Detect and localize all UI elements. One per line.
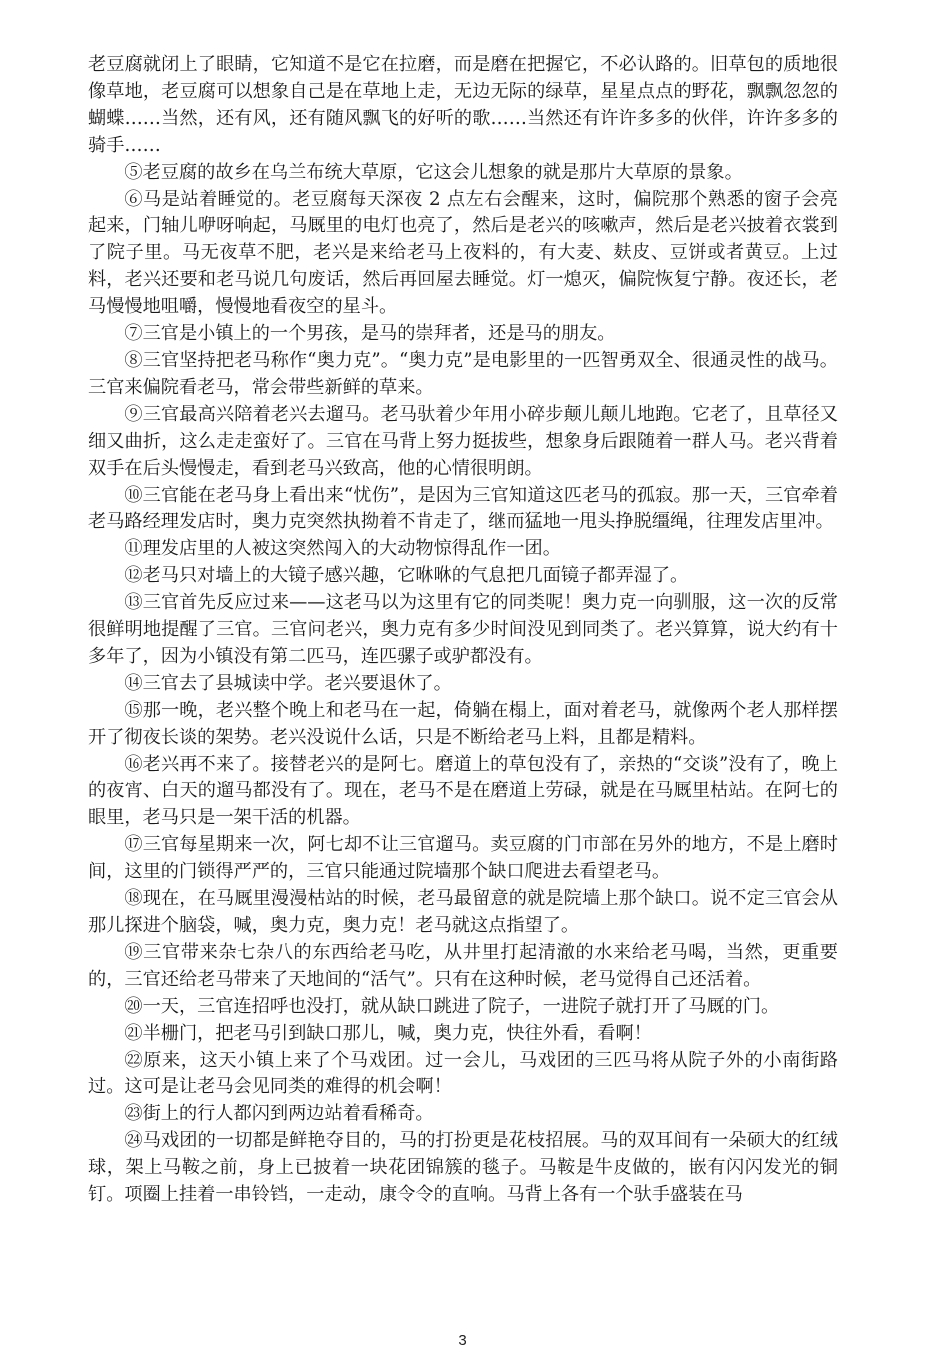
paragraph-15: ⑮那一晚，老兴整个晚上和老马在一起，倚躺在榻上，面对着老马，就像两个老人那样摆开了彻夜长谈的架势。老兴没说什么话，只是不断给老马上料，且都是精料。 <box>88 699 838 748</box>
paragraph-14: ⑭三官去了县城读中学。老兴要退休了。 <box>124 672 452 694</box>
paragraph-13: ⑬三官首先反应过来——这老马以为这里有它的同类呢！奥力克一向驯服，这一次的反常很鲜明地提醒了三官。三官问老兴，奥力克有多少时间没见到同类了。老兴算算，说大约有十多年了，因为小镇没有第二匹马，连匹骡子或驴都没有。 <box>88 592 838 667</box>
paragraph-22: ㉒原来，这天小镇上来了个马戏团。过一会儿，马戏团的三匹马将从院子外的小南街路过。这可是让老马会见同类的难得的机会啊！ <box>88 1049 838 1098</box>
paragraph-20: ⑳一天，三官连招呼也没打，就从缺口跳进了院子，一进院子就打开了马厩的门。 <box>124 995 780 1017</box>
paragraph-18: ⑱现在，在马厩里漫漫枯站的时候，老马最留意的就是院墙上那个缺口。说不定三官会从那儿探进个脑袋，喊，奥力克，奥力克！老马就这点指望了。 <box>88 888 838 936</box>
paragraph-12: ⑫老马只对墙上的大镜子感兴趣，它咻咻的气息把几面镜子都弄湿了。 <box>124 565 689 587</box>
paragraph-5: ⑤老豆腐的故乡在乌兰布统大草原，它这会儿想象的就是那片大草原的景象。 <box>124 161 743 183</box>
paragraph-19: ⑲三官带来杂七杂八的东西给老马吃，从井里打起清澈的水来给老马喝，当然，更重要的，三官还给老马带来了天地间的“活气”。只有在这种时候，老马觉得自己还活着。 <box>88 941 838 990</box>
paragraph-10: ⑩三官能在老马身上看出来“忧伤”，是因为三官知道这匹老马的孤寂。那一天，三官牵着老马路经理发店时，奥力克突然执拗着不肯走了，继而猛地一甩头挣脱缰绳，往理发店里冲。 <box>88 484 838 533</box>
paragraph-11: ⑪理发店里的人被这突然闯入的大动物惊得乱作一团。 <box>124 538 561 560</box>
paragraph-16: ⑯老兴再不来了。接替老兴的是阿七。磨道上的草包没有了，亲热的“交谈”没有了，晚上的夜宵、白天的遛马都没有了。现在，老马不是在磨道上劳碌，就是在马厩里枯站。在阿七的眼里，老马只是一架干活的机器。 <box>88 753 838 829</box>
page-number: 3 <box>458 1332 467 1349</box>
paragraph-7: ⑦三官是小镇上的一个男孩，是马的崇拜者，还是马的朋友。 <box>124 323 616 345</box>
paragraph-9: ⑨三官最高兴陪着老兴去遛马。老马驮着少年用小碎步颠儿颠儿地跑。它老了，且草径又细又曲折，这么走走蛮好了。三官在马背上努力挺拔些，想象身后跟随着一群人马。老兴背着双手在后头慢慢走，看到老马兴致高，他的心情很明朗。 <box>88 403 838 479</box>
paragraph-23: ㉓街上的行人都闪到两边站着看稀奇。 <box>124 1103 434 1125</box>
paragraph-17: ⑰三官每星期来一次，阿七却不让三官遛马。卖豆腐的门市部在另外的地方，不是上磨时间，这里的门锁得严严的，三官只能通过院墙那个缺口爬进去看望老马。 <box>88 834 838 883</box>
article-body <box>88 52 838 1209</box>
paragraph-24: ㉔马戏团的一切都是鲜艳夺目的，马的打扮更是花枝招展。马的双耳间有一朵硕大的红绒球，架上马鞍之前，身上已披着一块花团锦簇的毯子。马鞍是牛皮做的，嵌有闪闪发光的铜钉。项圈上挂着一串铃铛，一走动，康令令的直响。马背上各有一个驮手盛装在马 <box>88 1130 838 1206</box>
paragraph-continued: 老豆腐就闭上了眼睛，它知道不是它在拉磨，而是磨在把握它，不必认路的。旧草包的质地很像草地，老豆腐可以想象自己是在草地上走，无边无际的绿草，星星点点的野花，飘飘忽忽的蝴蝶……当然，还有风，还有随风飘飞的好听的歌……当然还有许许多多的伙伴，许许多多的骑手…… <box>88 54 838 156</box>
paragraph-8: ⑧三官坚持把老马称作“奥力克”。“奥力克”是电影里的一匹智勇双全、很通灵性的战马。三官来偏院看老马，常会带些新鲜的草来。 <box>88 349 838 398</box>
paragraph-21: ㉑半栅门，把老马引到缺口那儿，喊，奥力克，快往外看，看啊！ <box>124 1022 652 1044</box>
paragraph-6: ⑥马是站着睡觉的。老豆腐每天深夜 2 点左右会醒来，这时，偏院那个熟悉的窗子会亮起来，门轴儿咿呀响起，马厩里的电灯也亮了，然后是老兴的咳嗽声，然后是老兴披着衣裳到了院子里。马无夜草不肥，老兴是来给老马上夜料的，有大麦、麸皮、豆饼或者黄豆。上过料，老兴还要和老马说几句废话，然后再回屋去睡觉。灯一熄灭，偏院恢复宁静。夜还长，老马慢慢地咀嚼，慢慢地看夜空的星斗。 <box>88 188 838 318</box>
